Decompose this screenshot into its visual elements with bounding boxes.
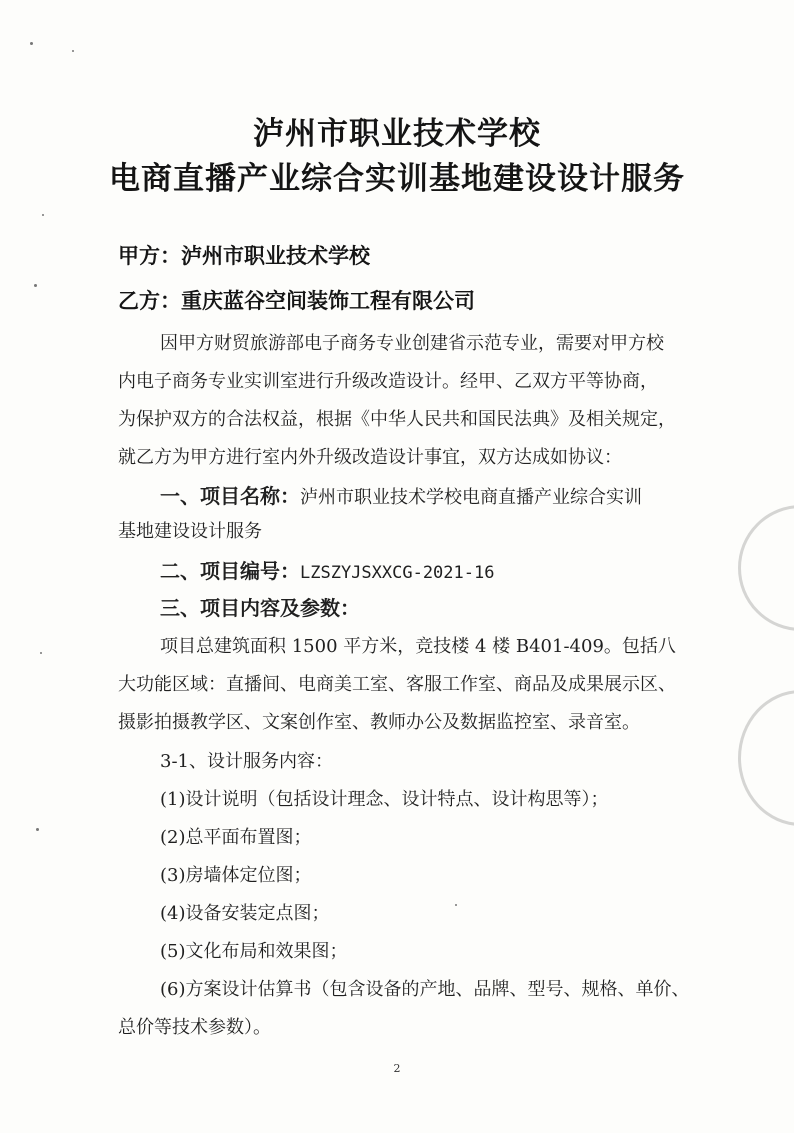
page-number: 2: [393, 1062, 401, 1075]
section2-line: [160, 557, 730, 587]
service-item-6: (6)方案设计估算书（包含设备的产地、品牌、型号、规格、单价、: [160, 979, 690, 1000]
party-a: 甲方：泸州市职业技术学校: [118, 243, 370, 268]
section3-heading: 三、项目内容及参数：: [160, 596, 360, 620]
intro-line-1: 因甲方财贸旅游部电子商务专业创建省示范专业，需要对甲方校: [160, 333, 664, 354]
section3-body-line-3: 摄影拍摄教学区、文案创作室、教师办公及数据监控室、录音室。: [118, 712, 640, 733]
scan-speck: [72, 50, 74, 52]
section3-body-line-2: 大功能区域：直播间、电商美工室、客服工作室、商品及成果展示区、: [118, 674, 676, 695]
section3-subheading: 3-1、设计服务内容：: [160, 751, 333, 772]
scan-speck: [40, 652, 42, 654]
scan-speck: [34, 284, 37, 287]
service-item-2: (2)总平面布置图；: [160, 827, 312, 848]
service-item-5: (5)文化布局和效果图；: [160, 941, 348, 962]
section3-heading-line: [160, 594, 730, 624]
scan-speck: [36, 828, 39, 831]
scan-speck: [455, 904, 457, 906]
intro-line-4: 就乙方为甲方进行室内外升级改造设计事宜，双方达成如协议：: [118, 447, 622, 468]
seal-stamp-upper: [738, 505, 794, 631]
document-title-line1: 泸州市职业技术学校: [253, 116, 541, 152]
document-title-line2: 电商直播产业综合实训基地建设设计服务: [109, 161, 685, 197]
section1-text: 泸州市职业技术学校电商直播产业综合实训: [300, 487, 642, 508]
project-code: LZSZYJSXXCG-2021-16: [300, 563, 495, 583]
section1-line2: 基地建设设计服务: [118, 521, 262, 542]
seal-stamp-lower: [738, 690, 794, 826]
section1-heading: 一、项目名称：: [160, 484, 300, 508]
intro-line-2: 内电子商务专业实训室进行升级改造设计。经甲、乙双方平等协商，: [118, 371, 658, 392]
service-item-4: (4)设备安装定点图；: [160, 903, 330, 924]
intro-line-3: 为保护双方的合法权益，根据《中华人民共和国民法典》及相关规定，: [118, 409, 676, 430]
section1-line1: [160, 482, 730, 512]
section3-body-line-1: 项目总建筑面积 1500 平方米，竞技楼 4 楼 B401-409。包括八: [160, 636, 676, 657]
scan-speck: [30, 42, 33, 45]
service-item-1: (1)设计说明（包括设计理念、设计特点、设计构思等）；: [160, 789, 609, 810]
service-item-6-cont: 总价等技术参数）。: [118, 1017, 271, 1038]
scan-speck: [42, 214, 44, 216]
service-item-3: (3)房墙体定位图；: [160, 865, 312, 886]
party-b: 乙方：重庆蓝谷空间装饰工程有限公司: [118, 288, 475, 313]
section2-heading: 二、项目编号：: [160, 559, 300, 583]
